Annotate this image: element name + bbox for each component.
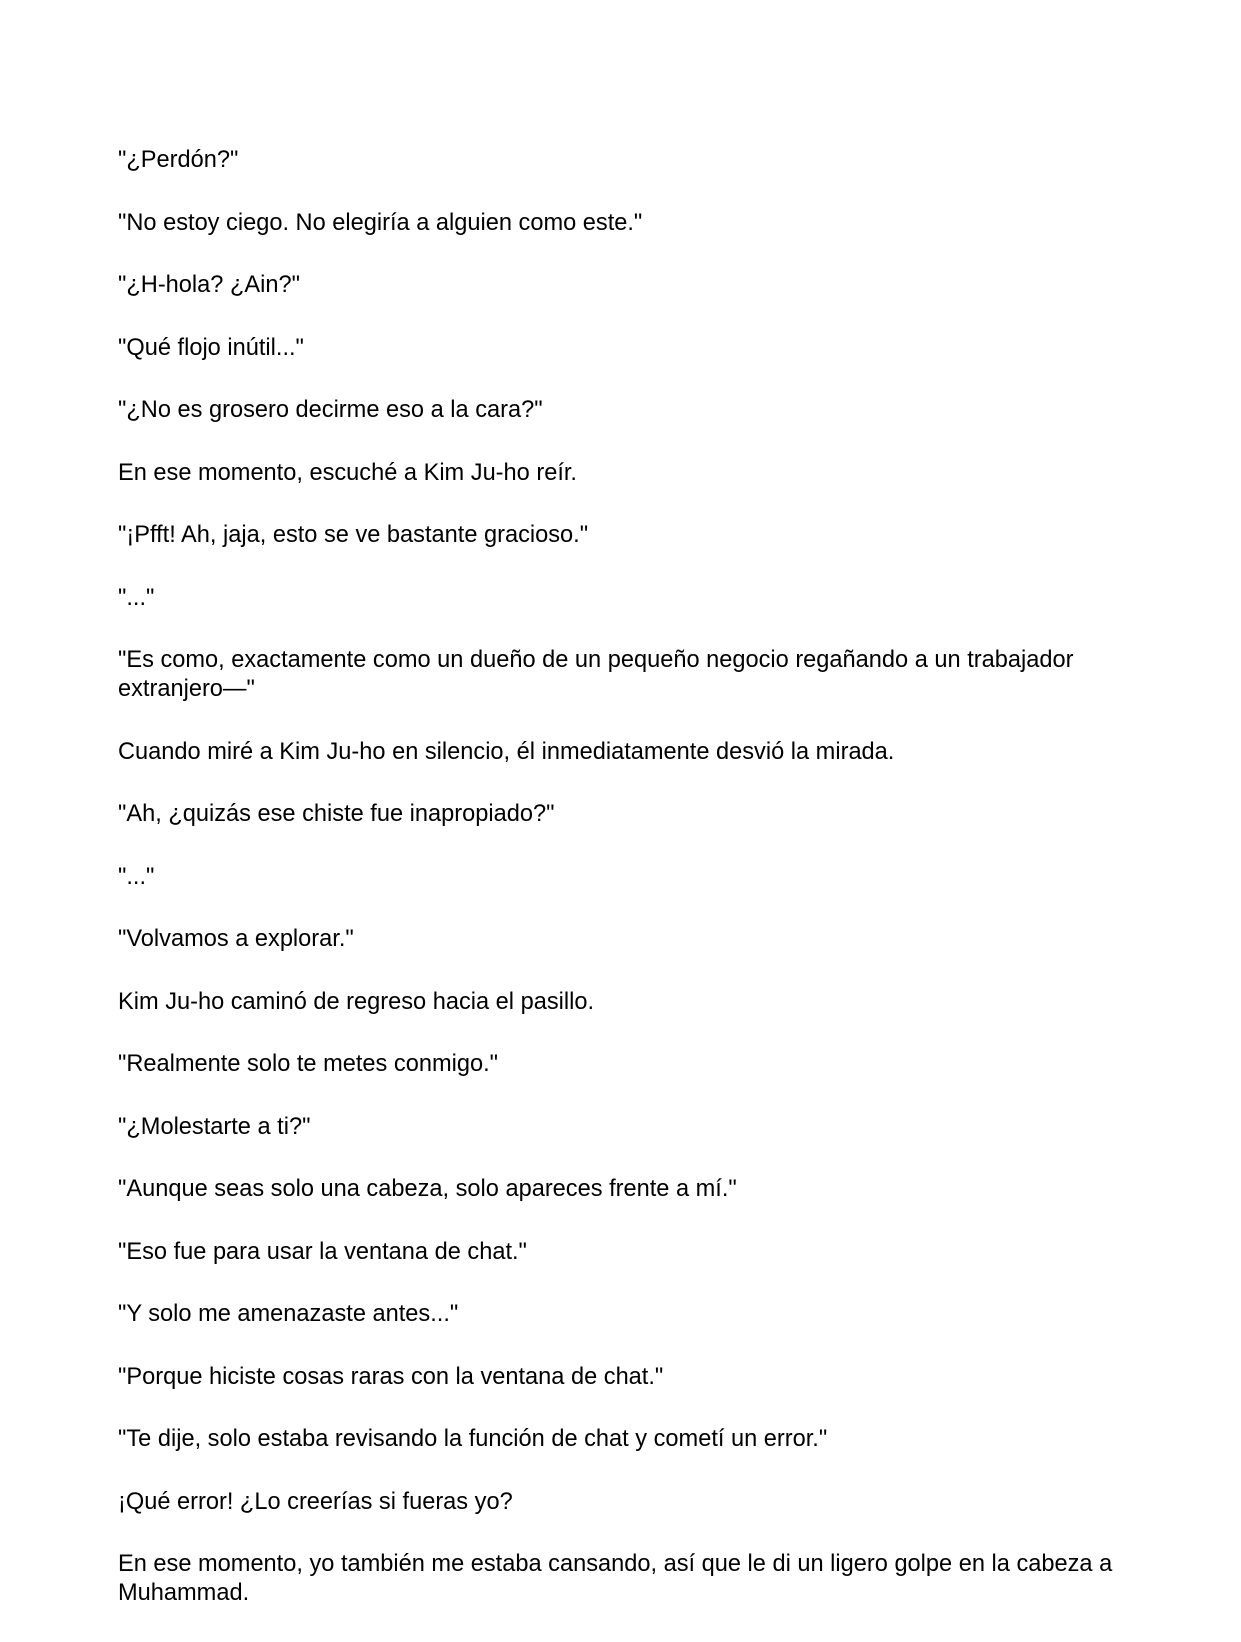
- paragraph: "¿H-hola? ¿Ain?": [118, 272, 300, 298]
- paragraph: "Y solo me amenazaste antes...": [118, 1301, 459, 1327]
- paragraph: "Qué flojo inútil...": [118, 334, 304, 361]
- paragraph: "...": [118, 584, 155, 611]
- paragraph: "Volvamos a explorar.": [118, 926, 354, 952]
- paragraph: "¿Molestarte a ti?": [118, 1113, 311, 1140]
- paragraph: En ese momento, yo también me estaba cansando, así que le di un ligero golpe en la cabeza a Muhammad.: [118, 1551, 1113, 1606]
- paragraph: "Realmente solo te metes conmigo.": [118, 1051, 499, 1077]
- paragraph: Kim Ju-ho caminó de regreso hacia el pasillo.: [118, 988, 595, 1015]
- paragraph: "Porque hiciste cosas raras con la ventana de chat.": [118, 1363, 664, 1390]
- paragraph: "¿Perdón?": [118, 147, 239, 173]
- paragraph: Cuando miré a Kim Ju-ho en silencio, él inmediatamente desvió la mirada.: [118, 738, 895, 765]
- paragraph: "Aunque seas solo una cabeza, solo apareces frente a mí.": [118, 1176, 737, 1202]
- document-body: [118, 146, 1128, 1642]
- paragraph: "Te dije, solo estaba revisando la función de chat y cometí un error.": [118, 1426, 828, 1452]
- paragraph: "¿No es grosero decirme eso a la cara?": [118, 397, 543, 423]
- paragraph: En ese momento, escuché a Kim Ju-ho reír.: [118, 459, 577, 486]
- paragraph: "¡Pfft! Ah, jaja, esto se ve bastante gracioso.": [118, 522, 589, 548]
- paragraph: "No estoy ciego. No elegiría a alguien como este.": [118, 209, 643, 236]
- paragraph: "Ah, ¿quizás ese chiste fue inapropiado?": [118, 801, 555, 827]
- paragraph: ¡Qué error! ¿Lo creerías si fueras yo?: [118, 1488, 513, 1515]
- paragraph: "Es como, exactamente como un dueño de un pequeño negocio regañando a un trabajador extranjero—": [118, 647, 1074, 702]
- paragraph: "Eso fue para usar la ventana de chat.": [118, 1238, 527, 1265]
- paragraph: "...": [118, 863, 155, 890]
